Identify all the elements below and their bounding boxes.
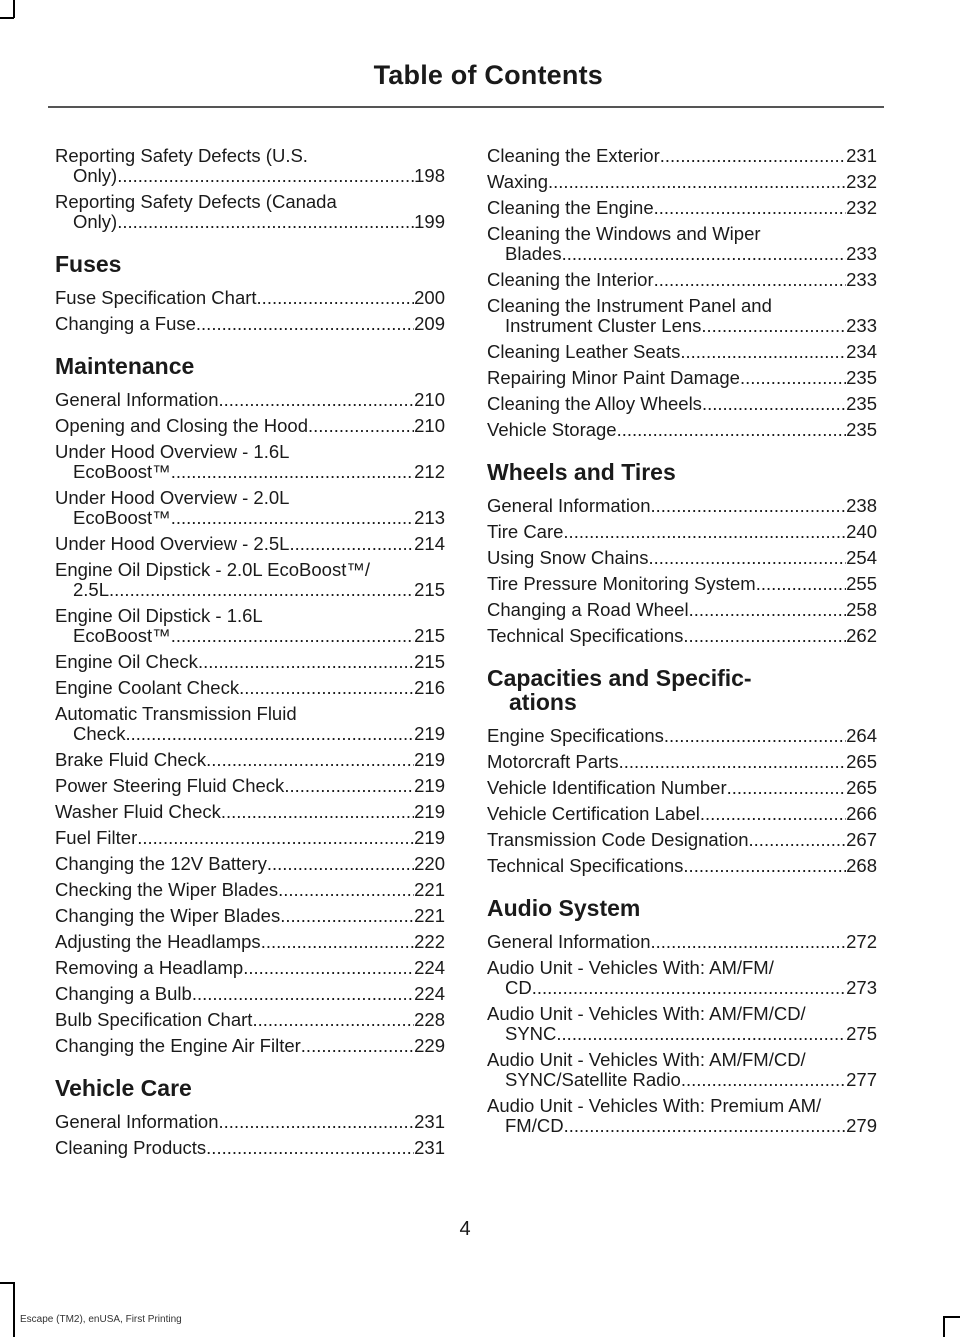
crop-mark bbox=[944, 1316, 960, 1318]
dot-leader bbox=[206, 1138, 414, 1158]
dot-leader bbox=[660, 146, 846, 166]
toc-entry-title: General Information bbox=[55, 389, 219, 410]
dot-leader bbox=[651, 496, 847, 516]
toc-entry-title: Automatic Transmission Fluid bbox=[55, 703, 297, 724]
toc-entry-title: Washer Fluid Check bbox=[55, 801, 221, 822]
toc-entry-title: Cleaning the Alloy Wheels bbox=[487, 393, 702, 414]
dot-leader bbox=[196, 314, 414, 334]
dot-leader bbox=[171, 462, 414, 482]
toc-entry-page: 209 bbox=[414, 313, 445, 334]
toc-entry-title: Cleaning Products bbox=[55, 1137, 207, 1158]
toc-entry-page: 279 bbox=[846, 1115, 877, 1136]
toc-entry[interactable] bbox=[55, 192, 445, 232]
toc-entry[interactable] bbox=[55, 776, 445, 796]
toc-entry[interactable] bbox=[487, 224, 877, 264]
toc-entry-page: 254 bbox=[846, 547, 877, 568]
toc-entry-title: Tire Pressure Monitoring System bbox=[487, 573, 756, 594]
toc-entry-page: 265 bbox=[846, 777, 877, 798]
toc-entry-title: General Information bbox=[487, 495, 651, 516]
toc-entry-title: Cleaning the Instrument Panel and bbox=[487, 295, 772, 316]
dot-leader bbox=[252, 1010, 414, 1030]
dot-leader bbox=[257, 288, 415, 308]
toc-entry-title: Cleaning the Windows and Wiper bbox=[487, 223, 761, 244]
toc-entry-page: 268 bbox=[846, 855, 877, 876]
toc-entry-page: 238 bbox=[846, 495, 877, 516]
toc-entry[interactable] bbox=[55, 146, 445, 186]
toc-entry[interactable] bbox=[487, 932, 877, 952]
toc-entry[interactable] bbox=[487, 270, 877, 290]
toc-entry-title: EcoBoost™ bbox=[73, 461, 171, 482]
toc-entry[interactable] bbox=[487, 804, 877, 824]
toc-entry-page: 212 bbox=[414, 461, 445, 482]
dot-leader bbox=[740, 368, 846, 388]
toc-entry-page: 228 bbox=[414, 1009, 445, 1030]
toc-entry[interactable] bbox=[55, 314, 445, 334]
toc-entry-page: 232 bbox=[846, 171, 877, 192]
toc-entry[interactable] bbox=[487, 958, 877, 998]
dot-leader bbox=[280, 906, 414, 926]
toc-entry-title: CD bbox=[505, 977, 532, 998]
toc-entry-title: Vehicle Storage bbox=[487, 419, 617, 440]
toc-entry-title: Fuse Specification Chart bbox=[55, 287, 257, 308]
toc-entry-page: 219 bbox=[414, 723, 445, 744]
toc-entry[interactable] bbox=[487, 574, 877, 594]
toc-entry-title: Fuel Filter bbox=[55, 827, 138, 848]
section-heading bbox=[55, 354, 445, 378]
dot-leader bbox=[564, 1116, 847, 1136]
toc-entry[interactable] bbox=[55, 802, 445, 822]
toc-entry-page: 210 bbox=[414, 415, 445, 436]
dot-leader bbox=[239, 678, 414, 698]
page-title: Table of Contents bbox=[373, 60, 603, 90]
dot-leader bbox=[689, 600, 847, 620]
toc-entry-title: Changing a Bulb bbox=[55, 983, 192, 1004]
toc-entry-title: Power Steering Fluid Check bbox=[55, 775, 285, 796]
toc-entry-title: Engine Specifications bbox=[487, 725, 664, 746]
toc-entry-page: 264 bbox=[846, 725, 877, 746]
toc-entry-page: 224 bbox=[414, 957, 445, 978]
toc-entry-title: Cleaning the Interior bbox=[487, 269, 654, 290]
toc-entry-page: 198 bbox=[414, 165, 445, 186]
toc-entry[interactable] bbox=[55, 1138, 445, 1158]
toc-entry[interactable] bbox=[55, 416, 445, 436]
toc-entry-page: 233 bbox=[846, 243, 877, 264]
toc-entry-title: Engine Oil Dipstick - 1.6L bbox=[55, 605, 263, 626]
dot-leader bbox=[171, 626, 414, 646]
toc-entry-title: General Information bbox=[487, 931, 651, 952]
toc-entry-title: SYNC bbox=[505, 1023, 557, 1044]
toc-entry-title: Waxing bbox=[487, 171, 549, 192]
toc-entry-title: Repairing Minor Paint Damage bbox=[487, 367, 740, 388]
toc-entry-page: 213 bbox=[414, 507, 445, 528]
toc-entry-title: Tire Care bbox=[487, 521, 564, 542]
toc-entry-page: 266 bbox=[846, 803, 877, 824]
toc-entry-title: Audio Unit - Vehicles With: Premium AM/ bbox=[487, 1095, 822, 1116]
toc-entry-page: 221 bbox=[414, 905, 445, 926]
crop-mark bbox=[13, 0, 15, 18]
toc-entry-title: Vehicle Certification Label bbox=[487, 803, 700, 824]
toc-entry-title: Vehicle Identification Number bbox=[487, 777, 727, 798]
toc-entry-title: Changing the Wiper Blades bbox=[55, 905, 281, 926]
toc-entry[interactable] bbox=[55, 488, 445, 528]
dot-leader bbox=[261, 932, 414, 952]
toc-entry[interactable] bbox=[487, 778, 877, 798]
toc-entry-page: 232 bbox=[846, 197, 877, 218]
dot-leader bbox=[681, 1070, 846, 1090]
toc-entry[interactable] bbox=[55, 560, 445, 600]
toc-entry-page: 233 bbox=[846, 269, 877, 290]
toc-entry-page: 229 bbox=[414, 1035, 445, 1056]
page-number: 4 bbox=[459, 1218, 471, 1240]
toc-entry-page: 235 bbox=[846, 393, 877, 414]
crop-mark bbox=[13, 1282, 15, 1337]
toc-entry-title: Cleaning the Exterior bbox=[487, 145, 660, 166]
dot-leader bbox=[206, 750, 414, 770]
toc-entry-title: Instrument Cluster Lens bbox=[505, 315, 702, 336]
toc-entry-title: EcoBoost™ bbox=[73, 625, 171, 646]
dot-leader bbox=[284, 776, 414, 796]
dot-leader bbox=[701, 316, 846, 336]
toc-entry-title: Cleaning Leather Seats bbox=[487, 341, 681, 362]
toc-entry[interactable] bbox=[55, 606, 445, 646]
header-divider bbox=[48, 106, 884, 108]
dot-leader bbox=[192, 984, 414, 1004]
dot-leader bbox=[219, 390, 415, 410]
toc-entry-page: 255 bbox=[846, 573, 877, 594]
toc-entry[interactable] bbox=[55, 1112, 445, 1132]
toc-entry-title: Removing a Headlamp bbox=[55, 957, 244, 978]
section-heading bbox=[487, 896, 877, 920]
dot-leader bbox=[289, 534, 414, 554]
dot-leader bbox=[117, 166, 414, 186]
dot-leader bbox=[680, 342, 846, 362]
toc-entry[interactable] bbox=[487, 342, 877, 362]
dot-leader bbox=[664, 726, 846, 746]
section-heading bbox=[55, 1076, 445, 1100]
toc-entry[interactable] bbox=[487, 830, 877, 850]
toc-entry-page: 272 bbox=[846, 931, 877, 952]
toc-entry[interactable] bbox=[55, 984, 445, 1004]
toc-entry[interactable] bbox=[55, 880, 445, 900]
dot-leader bbox=[109, 580, 414, 600]
toc-entry-page: 219 bbox=[414, 749, 445, 770]
toc-column-right bbox=[487, 146, 877, 1142]
toc-entry-title: Technical Specifications bbox=[487, 625, 684, 646]
toc-entry-page: 219 bbox=[414, 827, 445, 848]
toc-entry[interactable] bbox=[55, 828, 445, 848]
toc-entry-page: 214 bbox=[414, 533, 445, 554]
toc-entry[interactable] bbox=[55, 932, 445, 952]
section-heading-text: Fuses bbox=[55, 251, 122, 277]
toc-entry-title: Under Hood Overview - 2.5L bbox=[55, 533, 290, 554]
toc-entry-title: EcoBoost™ bbox=[73, 507, 171, 528]
section-heading bbox=[487, 666, 877, 714]
toc-entry[interactable] bbox=[487, 296, 877, 336]
toc-entry[interactable] bbox=[55, 704, 445, 744]
toc-entry[interactable] bbox=[487, 752, 877, 772]
toc-entry[interactable] bbox=[55, 678, 445, 698]
section-heading-text: Capacities and Specific- bbox=[487, 665, 752, 691]
toc-entry-page: 224 bbox=[414, 983, 445, 1004]
toc-entry-title: 2.5L bbox=[73, 579, 110, 600]
toc-entry[interactable] bbox=[55, 1036, 445, 1056]
toc-entry-title: Under Hood Overview - 2.0L bbox=[55, 487, 290, 508]
crop-mark bbox=[943, 1316, 945, 1337]
toc-entry[interactable] bbox=[55, 288, 445, 308]
toc-entry-page: 231 bbox=[414, 1111, 445, 1132]
toc-entry-page: 267 bbox=[846, 829, 877, 850]
dot-leader bbox=[727, 778, 847, 798]
toc-entry-title: Bulb Specification Chart bbox=[55, 1009, 253, 1030]
toc-entry-page: 219 bbox=[414, 775, 445, 796]
toc-entry[interactable] bbox=[487, 726, 877, 746]
dot-leader bbox=[198, 652, 414, 672]
toc-entry[interactable] bbox=[487, 1096, 877, 1136]
toc-entry[interactable] bbox=[55, 390, 445, 410]
crop-mark bbox=[0, 1282, 14, 1284]
toc-entry[interactable] bbox=[55, 442, 445, 482]
toc-entry-page: 220 bbox=[414, 853, 445, 874]
toc-entry-page: 262 bbox=[846, 625, 877, 646]
section-heading-text: ations bbox=[509, 689, 577, 715]
toc-entry[interactable] bbox=[55, 1010, 445, 1030]
toc-entry-page: 215 bbox=[414, 579, 445, 600]
dot-leader bbox=[654, 198, 846, 218]
toc-entry-title: Changing the Engine Air Filter bbox=[55, 1035, 301, 1056]
dot-leader bbox=[243, 958, 414, 978]
section-heading-text: Audio System bbox=[487, 895, 641, 921]
toc-entry[interactable] bbox=[487, 198, 877, 218]
toc-entry-title: Engine Oil Dipstick - 2.0L EcoBoost™/ bbox=[55, 559, 370, 580]
toc-entry-title: Reporting Safety Defects (Canada bbox=[55, 191, 337, 212]
toc-entry-title: Changing the 12V Battery bbox=[55, 853, 267, 874]
dot-leader bbox=[654, 270, 847, 290]
section-heading bbox=[55, 252, 445, 276]
toc-entry[interactable] bbox=[55, 906, 445, 926]
toc-entry-page: 258 bbox=[846, 599, 877, 620]
dot-leader bbox=[117, 212, 414, 232]
dot-leader bbox=[756, 574, 846, 594]
toc-entry[interactable] bbox=[487, 368, 877, 388]
dot-leader bbox=[308, 416, 414, 436]
toc-entry[interactable] bbox=[487, 548, 877, 568]
toc-entry-title: Transmission Code Designation bbox=[487, 829, 749, 850]
dot-leader bbox=[532, 978, 846, 998]
dot-leader bbox=[648, 548, 846, 568]
section-heading-text: Maintenance bbox=[55, 353, 195, 379]
toc-entry-title: General Information bbox=[55, 1111, 219, 1132]
toc-entry-title: Under Hood Overview - 1.6L bbox=[55, 441, 290, 462]
dot-leader bbox=[171, 508, 414, 528]
toc-entry-title: Changing a Road Wheel bbox=[487, 599, 689, 620]
toc-entry-title: FM/CD bbox=[505, 1115, 564, 1136]
toc-entry-page: 215 bbox=[414, 625, 445, 646]
toc-entry-page: 200 bbox=[414, 287, 445, 308]
toc-entry-page: 210 bbox=[414, 389, 445, 410]
footer-text: Escape (TM2), enUSA, First Printing bbox=[20, 1314, 182, 1325]
toc-entry-page: 234 bbox=[846, 341, 877, 362]
dot-leader bbox=[137, 828, 414, 848]
toc-entry-title: Blades bbox=[505, 243, 562, 264]
toc-entry-page: 273 bbox=[846, 977, 877, 998]
dot-leader bbox=[683, 856, 846, 876]
toc-entry[interactable] bbox=[487, 146, 877, 166]
dot-leader bbox=[278, 880, 414, 900]
toc-entry-title: Check bbox=[73, 723, 126, 744]
toc-entry-title: Only) bbox=[73, 165, 118, 186]
toc-column-left bbox=[55, 146, 445, 1164]
toc-entry[interactable] bbox=[55, 534, 445, 554]
toc-entry-title: Audio Unit - Vehicles With: AM/FM/ bbox=[487, 957, 774, 978]
section-heading bbox=[487, 460, 877, 484]
toc-entry[interactable] bbox=[487, 394, 877, 414]
toc-entry[interactable] bbox=[55, 854, 445, 874]
toc-entry-page: 240 bbox=[846, 521, 877, 542]
toc-entry[interactable] bbox=[487, 420, 877, 440]
toc-entry-title: Changing a Fuse bbox=[55, 313, 196, 334]
toc-entry-title: SYNC/Satellite Radio bbox=[505, 1069, 681, 1090]
dot-leader bbox=[562, 244, 847, 264]
toc-entry-page: 275 bbox=[846, 1023, 877, 1044]
dot-leader bbox=[683, 626, 846, 646]
dot-leader bbox=[556, 1024, 846, 1044]
dot-leader bbox=[548, 172, 846, 192]
toc-entry-title: Brake Fluid Check bbox=[55, 749, 207, 770]
toc-entry-page: 265 bbox=[846, 751, 877, 772]
toc-entry[interactable] bbox=[55, 652, 445, 672]
toc-entry-page: 233 bbox=[846, 315, 877, 336]
dot-leader bbox=[651, 932, 847, 952]
toc-entry-title: Reporting Safety Defects (U.S. bbox=[55, 145, 308, 166]
dot-leader bbox=[267, 854, 414, 874]
toc-entry[interactable] bbox=[487, 1050, 877, 1090]
toc-entry-title: Opening and Closing the Hood bbox=[55, 415, 309, 436]
toc-entry[interactable] bbox=[487, 172, 877, 192]
toc-entry[interactable] bbox=[55, 750, 445, 770]
toc-entry[interactable] bbox=[487, 626, 877, 646]
toc-entry-page: 221 bbox=[414, 879, 445, 900]
dot-leader bbox=[221, 802, 414, 822]
toc-entry[interactable] bbox=[487, 522, 877, 542]
crop-mark bbox=[0, 17, 14, 19]
toc-entry-page: 199 bbox=[414, 211, 445, 232]
dot-leader bbox=[219, 1112, 415, 1132]
toc-entry-page: 235 bbox=[846, 419, 877, 440]
dot-leader bbox=[619, 752, 847, 772]
dot-leader bbox=[702, 394, 846, 414]
toc-entry[interactable] bbox=[487, 496, 877, 516]
toc-entry-title: Engine Coolant Check bbox=[55, 677, 240, 698]
toc-entry-title: Cleaning the Engine bbox=[487, 197, 654, 218]
dot-leader bbox=[617, 420, 847, 440]
toc-entry-page: 219 bbox=[414, 801, 445, 822]
toc-entry-page: 231 bbox=[846, 145, 877, 166]
toc-entry-page: 215 bbox=[414, 651, 445, 672]
toc-entry[interactable] bbox=[487, 1004, 877, 1044]
dot-leader bbox=[749, 830, 847, 850]
toc-entry[interactable] bbox=[487, 856, 877, 876]
dot-leader bbox=[563, 522, 846, 542]
toc-entry-title: Audio Unit - Vehicles With: AM/FM/CD/ bbox=[487, 1003, 806, 1024]
toc-entry-page: 277 bbox=[846, 1069, 877, 1090]
section-heading-text: Wheels and Tires bbox=[487, 459, 676, 485]
toc-entry-page: 216 bbox=[414, 677, 445, 698]
toc-entry-title: Technical Specifications bbox=[487, 855, 684, 876]
toc-entry-title: Adjusting the Headlamps bbox=[55, 931, 261, 952]
toc-entry-title: Engine Oil Check bbox=[55, 651, 198, 672]
toc-entry-title: Using Snow Chains bbox=[487, 547, 649, 568]
toc-entry[interactable] bbox=[487, 600, 877, 620]
dot-leader bbox=[301, 1036, 414, 1056]
dot-leader bbox=[125, 724, 414, 744]
toc-entry-page: 222 bbox=[414, 931, 445, 952]
toc-entry-title: Audio Unit - Vehicles With: AM/FM/CD/ bbox=[487, 1049, 806, 1070]
toc-entry-title: Motorcraft Parts bbox=[487, 751, 619, 772]
section-heading-text: Vehicle Care bbox=[55, 1075, 192, 1101]
toc-entry-page: 235 bbox=[846, 367, 877, 388]
toc-entry-page: 231 bbox=[414, 1137, 445, 1158]
dot-leader bbox=[700, 804, 846, 824]
toc-entry-title: Checking the Wiper Blades bbox=[55, 879, 279, 900]
toc-entry-title: Only) bbox=[73, 211, 118, 232]
toc-entry[interactable] bbox=[55, 958, 445, 978]
